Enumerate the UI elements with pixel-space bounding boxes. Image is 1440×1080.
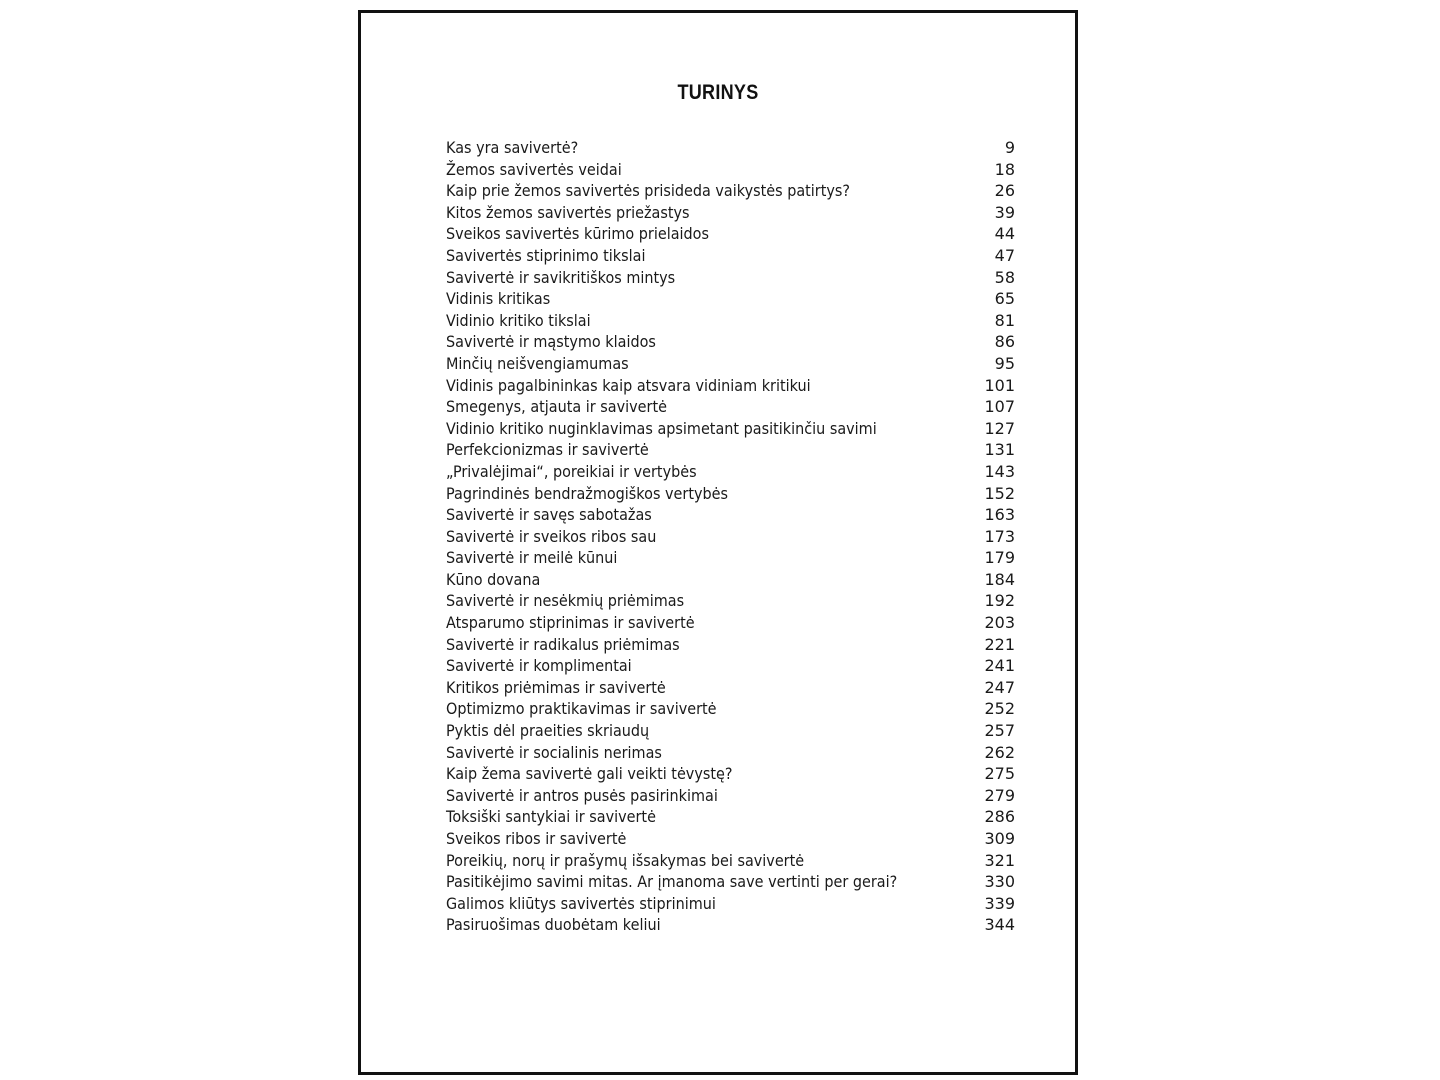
toc-entry-page-number: 127: [984, 418, 1015, 438]
toc-entry-title: Smegenys, atjauta ir savivertė: [446, 397, 667, 417]
table-of-contents: [446, 137, 1015, 936]
toc-entry-title: Savivertė ir radikalus priėmimas: [446, 634, 680, 654]
toc-entry: [446, 785, 1015, 807]
toc-entry-title: Savivertė ir mąstymo klaidos: [446, 332, 656, 352]
toc-entry-title: Savivertė ir sveikos ribos sau: [446, 526, 657, 546]
toc-entry: [446, 612, 1015, 634]
toc-entry: [446, 590, 1015, 612]
toc-entry-page-number: 65: [994, 289, 1015, 309]
toc-entry-page-number: 47: [994, 245, 1015, 265]
toc-entry-title: Pasiruošimas duobėtam keliui: [446, 915, 661, 935]
toc-entry: [446, 763, 1015, 785]
toc-entry: [446, 698, 1015, 720]
toc-entry-page-number: 344: [984, 915, 1015, 935]
toc-entry-title: Toksiški santykiai ir savivertė: [446, 807, 656, 827]
toc-entry-title: Kitos žemos savivertės priežastys: [446, 202, 690, 222]
toc-entry: [446, 655, 1015, 677]
toc-entry-page-number: 95: [994, 353, 1015, 373]
toc-entry-page-number: 173: [984, 526, 1015, 546]
toc-entry-page-number: 9: [1004, 138, 1015, 157]
toc-entry-title: Savivertė ir savikritiškos mintys: [446, 267, 676, 287]
toc-entry-page-number: 275: [984, 764, 1015, 784]
toc-entry-title: Kūno dovana: [446, 569, 541, 589]
toc-entry-page-number: 262: [984, 742, 1015, 762]
toc-entry-page-number: 309: [984, 829, 1015, 848]
toc-entry: [446, 180, 1015, 202]
toc-entry-page-number: 18: [994, 159, 1015, 179]
toc-entry: [446, 504, 1015, 526]
toc-entry: [446, 418, 1015, 440]
toc-entry: [446, 288, 1015, 310]
toc-entry: [446, 914, 1015, 936]
toc-entry: [446, 202, 1015, 224]
toc-entry-title: Vidinis kritikas: [446, 289, 551, 309]
toc-entry-page-number: 203: [984, 613, 1015, 633]
toc-entry-page-number: 81: [994, 310, 1015, 330]
toc-entry-title: Kaip žema savivertė gali veikti tėvystę?: [446, 764, 733, 784]
toc-entry-page-number: 26: [994, 181, 1015, 201]
toc-entry-page-number: 131: [984, 440, 1015, 460]
toc-entry-page-number: 279: [984, 785, 1015, 805]
toc-entry: [446, 742, 1015, 764]
toc-entry-title: Savivertė ir nesėkmių priėmimas: [446, 591, 685, 611]
toc-entry-page-number: 321: [984, 850, 1015, 870]
toc-entry: [446, 223, 1015, 245]
toc-entry-page-number: 143: [984, 461, 1015, 481]
document-page: [358, 10, 1078, 1075]
toc-entry-page-number: 330: [984, 872, 1015, 892]
toc-entry-page-number: 257: [984, 721, 1015, 741]
toc-entry-page-number: 44: [994, 224, 1015, 244]
toc-entry: [446, 137, 1015, 159]
toc-entry: [446, 850, 1015, 872]
toc-entry-page-number: 286: [984, 807, 1015, 827]
toc-entry-title: „Privalėjimai“, poreikiai ir vertybės: [446, 461, 697, 481]
toc-entry-title: Savivertės stiprinimo tikslai: [446, 245, 646, 265]
toc-entry: [446, 526, 1015, 548]
toc-entry-title: Savivertė ir savęs sabotažas: [446, 505, 652, 525]
toc-entry-title: Pasitikėjimo savimi mitas. Ar įmanoma save vertinti per gerai?: [446, 872, 898, 892]
toc-entry: [446, 547, 1015, 569]
toc-entry-title: Sveikos savivertės kūrimo prielaidos: [446, 224, 709, 244]
toc-entry-title: Savivertė ir socialinis nerimas: [446, 742, 662, 762]
toc-entry: [446, 331, 1015, 353]
toc-entry: [446, 893, 1015, 915]
toc-entry-page-number: 241: [984, 656, 1015, 676]
toc-entry-page-number: 192: [984, 591, 1015, 611]
toc-entry: [446, 677, 1015, 699]
toc-entry-page-number: 101: [984, 375, 1015, 395]
toc-entry-title: Minčių neišvengiamumas: [446, 353, 629, 373]
toc-entry-title: Savivertė ir antros pusės pasirinkimai: [446, 785, 718, 805]
toc-entry-page-number: 247: [984, 677, 1015, 697]
toc-entry-title: Perfekcionizmas ir savivertė: [446, 440, 649, 460]
toc-entry-page-number: 339: [984, 893, 1015, 913]
toc-entry: [446, 828, 1015, 850]
toc-entry-page-number: 163: [984, 505, 1015, 525]
toc-entry-page-number: 179: [984, 548, 1015, 568]
toc-entry-page-number: 58: [994, 267, 1015, 287]
toc-entry-page-number: 107: [984, 397, 1015, 417]
toc-entry: [446, 483, 1015, 505]
toc-entry: [446, 396, 1015, 418]
toc-entry: [446, 353, 1015, 375]
page-title: TURINYS: [677, 81, 759, 104]
toc-entry-page-number: 221: [984, 634, 1015, 654]
toc-entry: [446, 806, 1015, 828]
toc-entry-title: Atsparumo stiprinimas ir savivertė: [446, 613, 695, 633]
toc-entry-title: Pagrindinės bendražmogiškos vertybės: [446, 483, 728, 503]
toc-entry-page-number: 184: [984, 569, 1015, 589]
toc-entry-page-number: 39: [994, 202, 1015, 222]
toc-entry: [446, 159, 1015, 181]
toc-entry: [446, 720, 1015, 742]
toc-entry-page-number: 152: [984, 483, 1015, 503]
toc-entry-page-number: 252: [984, 699, 1015, 719]
toc-entry-title: Savivertė ir komplimentai: [446, 656, 632, 676]
toc-entry: [446, 310, 1015, 332]
toc-entry: [446, 461, 1015, 483]
toc-entry-title: Pyktis dėl praeities skriaudų: [446, 721, 650, 741]
toc-entry: [446, 871, 1015, 893]
toc-entry: [446, 439, 1015, 461]
toc-entry: [446, 375, 1015, 397]
toc-entry: [446, 245, 1015, 267]
toc-entry: [446, 267, 1015, 289]
toc-entry: [446, 634, 1015, 656]
toc-entry-title: Kaip prie žemos savivertės prisideda vaikystės patirtys?: [446, 181, 851, 201]
toc-entry-title: Vidinis pagalbininkas kaip atsvara vidiniam kritikui: [446, 375, 811, 395]
toc-entry-title: Galimos kliūtys savivertės stiprinimui: [446, 893, 716, 913]
toc-entry-title: Vidinio kritiko nuginklavimas apsimetant pasitikinčiu savimi: [446, 418, 877, 438]
toc-entry-title: Kas yra savivertė?: [446, 138, 579, 157]
toc-entry: [446, 569, 1015, 591]
toc-entry-title: Savivertė ir meilė kūnui: [446, 548, 618, 568]
toc-entry-title: Sveikos ribos ir savivertė: [446, 829, 627, 848]
toc-entry-title: Kritikos priėmimas ir savivertė: [446, 677, 666, 697]
toc-entry-title: Optimizmo praktikavimas ir savivertė: [446, 699, 717, 719]
toc-entry-title: Žemos savivertės veidai: [446, 159, 622, 179]
toc-entry-title: Poreikių, norų ir prašymų išsakymas bei savivertė: [446, 850, 805, 870]
toc-entry-page-number: 86: [994, 332, 1015, 352]
toc-entry-title: Vidinio kritiko tikslai: [446, 310, 591, 330]
